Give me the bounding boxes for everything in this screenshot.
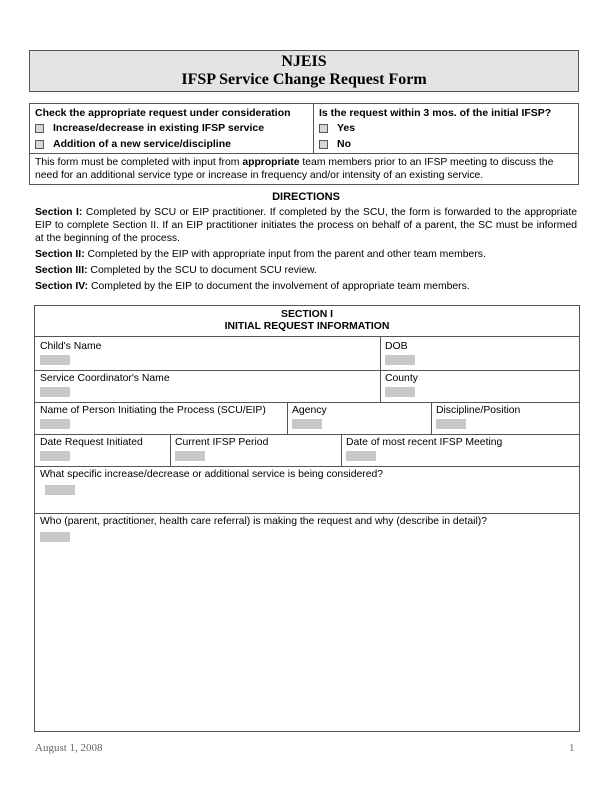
form-org-title: NJEIS [281, 53, 327, 70]
dob-label: DOB [385, 341, 408, 352]
ifsp-period-label: Current IFSP Period [175, 437, 269, 448]
childs-name-field[interactable] [40, 355, 70, 365]
timing-column [319, 106, 551, 152]
checkbox-new-service[interactable] [35, 140, 44, 149]
direction-label: Section IV: [35, 281, 89, 292]
direction-item [35, 280, 577, 293]
direction-label: Section II: [35, 249, 85, 260]
row-line [35, 513, 579, 514]
sc-name-field[interactable] [40, 387, 70, 397]
date-initiated-field[interactable] [40, 451, 70, 461]
section-1-subtitle: INITIAL REQUEST INFORMATION [224, 321, 390, 332]
agency-label: Agency [292, 405, 327, 416]
what-service-label: What specific increase/decrease or additional service is being considered? [40, 469, 384, 480]
row-line [35, 402, 579, 403]
county-label: County [385, 373, 418, 384]
option-label: Increase/decrease in existing IFSP service [53, 122, 265, 134]
checkbox-no[interactable] [319, 140, 328, 149]
row-divider [431, 402, 432, 434]
row-line [35, 466, 579, 467]
note-text-end: team members prior to an IFSP meeting to discuss the need for an additional service type or increase in frequency and/or intensity of an existing service. [35, 157, 554, 181]
section-1-title: SECTION I [281, 309, 333, 320]
direction-item [35, 206, 577, 245]
what-service-field[interactable] [45, 485, 75, 495]
direction-label: Section III: [35, 265, 88, 276]
form-title: IFSP Service Change Request Form [181, 71, 427, 88]
option-increase-decrease[interactable] [35, 120, 291, 136]
direction-item [35, 248, 577, 261]
initiator-label: Name of Person Initiating the Process (SCU/EIP) [40, 405, 266, 416]
direction-text: Completed by the SCU to document SCU review. [87, 265, 317, 276]
who-request-label: Who (parent, practitioner, health care referral) is making the request and why (describe in detail)? [40, 516, 488, 527]
who-request-field[interactable] [40, 532, 70, 542]
directions-heading: DIRECTIONS [272, 191, 340, 203]
request-type-question: Check the appropriate request under consideration [35, 107, 291, 119]
directions-block [35, 191, 577, 296]
request-type-column [35, 106, 291, 152]
direction-text: Completed by the EIP with appropriate input from the parent and other team members. [84, 249, 486, 260]
footer-date: August 1, 2008 [35, 742, 103, 754]
page-number: 1 [569, 742, 575, 754]
recent-meeting-field[interactable] [346, 451, 376, 461]
option-yes[interactable] [319, 120, 551, 136]
checkbox-yes[interactable] [319, 124, 328, 133]
note-text: This form must be completed with input from [35, 157, 243, 168]
form-title-box [29, 50, 579, 92]
option-label: Yes [337, 122, 356, 134]
note-emphasis: appropriate [242, 157, 300, 168]
direction-label: Section I: [35, 207, 83, 218]
recent-meeting-label: Date of most recent IFSP Meeting [346, 437, 503, 448]
request-box-divider [313, 104, 314, 153]
row-divider [380, 370, 381, 402]
row-divider [341, 434, 342, 466]
section-1-header [35, 306, 579, 337]
childs-name-label: Child's Name [40, 341, 102, 352]
direction-text: Completed by SCU or EIP practitioner. If completed by the SCU, the form is forwarded to the appropriate EIP to complete Section II. If an EIP practitioner initiates the process on behalf of a parent, the SC must be informed at the beginning of the process. [35, 207, 577, 244]
checkbox-increase-decrease[interactable] [35, 124, 44, 133]
row-divider [170, 434, 171, 466]
direction-text: Completed by the EIP to document the involvement of appropriate team members. [88, 281, 470, 292]
dob-field[interactable] [385, 355, 415, 365]
county-field[interactable] [385, 387, 415, 397]
discipline-label: Discipline/Position [436, 405, 521, 416]
direction-item [35, 264, 577, 277]
row-divider [287, 402, 288, 434]
section-1-box [34, 305, 580, 732]
option-new-service[interactable] [35, 136, 291, 152]
timing-question: Is the request within 3 mos. of the initial IFSP? [319, 107, 552, 119]
option-label: Addition of a new service/discipline [53, 138, 231, 150]
sc-name-label: Service Coordinator's Name [40, 373, 170, 384]
ifsp-period-field[interactable] [175, 451, 205, 461]
option-label: No [337, 138, 351, 150]
option-no[interactable] [319, 136, 551, 152]
discipline-field[interactable] [436, 419, 466, 429]
initiator-field[interactable] [40, 419, 70, 429]
row-line [35, 434, 579, 435]
instruction-note [29, 154, 579, 185]
request-type-box [29, 103, 579, 154]
date-initiated-label: Date Request Initiated [40, 437, 143, 448]
row-divider [380, 337, 381, 370]
row-line [35, 370, 579, 371]
agency-field[interactable] [292, 419, 322, 429]
